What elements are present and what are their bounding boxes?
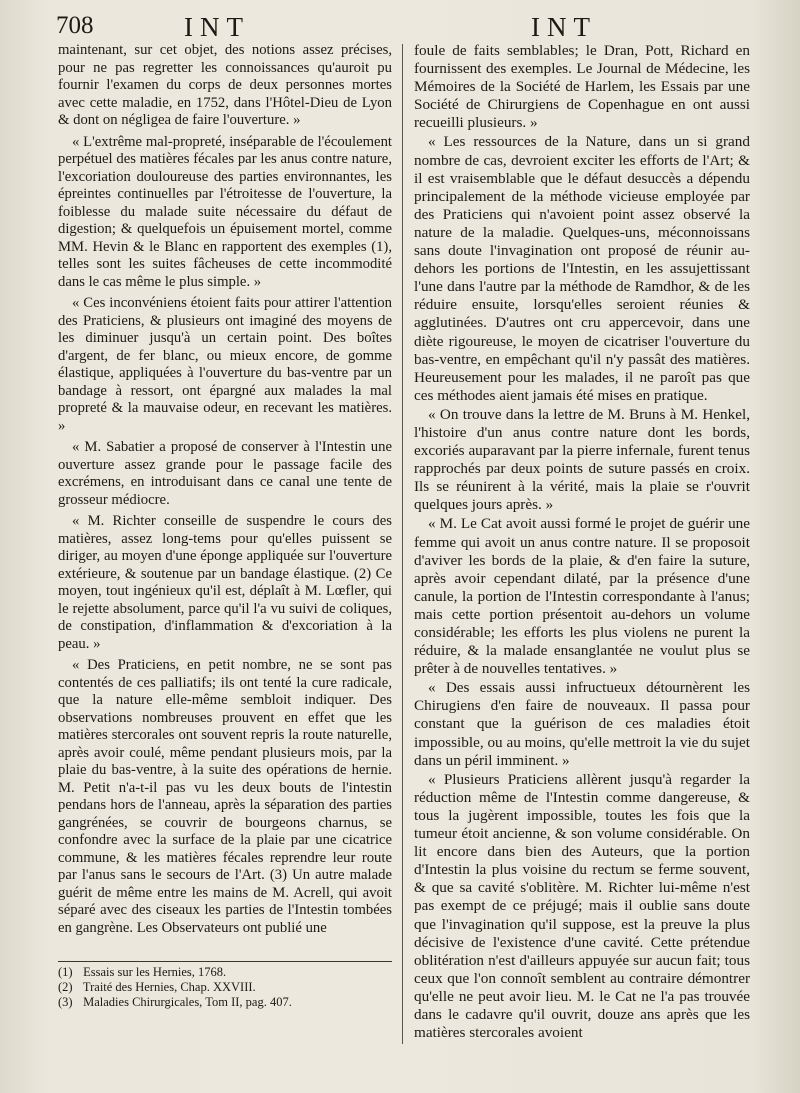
running-title-right: INT (531, 12, 597, 42)
paragraph: maintenant, sur cet objet, des notions assez précises, pour ne pas regretter les connoissances qu'auroit pu fournir l'examen du corps de deux personnes mortes avec cette maladie, en 1752, dans l'Hôtel-Dieu de Lyon & dont on négligea de faire l'ouverture. » (58, 42, 392, 128)
paragraph: « Des essais aussi infructueux détournèrent les Chirugiens d'en faire de nouveaux. Il passa pour constant que la guérison de ces maladies étoit impossible, ou au moins, qu'elle mettroit la vie du sujet dans un péril imminent. » (414, 679, 750, 769)
footnote-text: Traité des Hernies, Chap. XXVIII. (82, 980, 256, 994)
footnote (58, 965, 392, 980)
running-title-left: INT (184, 12, 250, 42)
footnote (58, 980, 392, 995)
right-column (414, 42, 750, 1043)
paragraph: « M. Sabatier a proposé de conserver à l'Intestin une ouverture assez grande pour le passage facile des excrémens, en introduisant dans ce canal une tente de grosseur médiocre. (58, 439, 392, 508)
paragraph: foule de faits semblables; le Dran, Pott, Richard en fournissent des exemples. Le Journal de Médecine, les Mémoires de la Société de Harlem, les Essais par une Société de Chirurgiens de Copenhague en ont aussi recueilli plusieurs. » (414, 42, 750, 132)
running-head (56, 12, 756, 44)
paragraph: « Plusieurs Praticiens allèrent jusqu'à regarder la réduction même de l'Intestin comme dangereuse, & tous la jugèrent impossible, toutes les fois que la tumeur étoit ancienne, & son volume considérable. On lit encore dans bien des Auteurs, que la portion d'Intestin la plus voisine du rectum se ferme souvent, & que sa cavité s'oblitère. M. Richter lui-même n'est pas exempt de ce préjugé; mais il oublie sans doute que l'invagination qu'il suppose, est la preuve la plus décisive de l'existence d'une cavité. Cette prétendue oblitération n'est d'ailleurs appuyée sur aucun fait; tous ceux que l'on connoît semblent au contraire démontrer qu'elle ne peut avoir lieu. M. le Cat ne l'a pas trouvée dans le cadavre qu'il ouvrit, douze ans après que les matières stercorales avoient (414, 770, 750, 1042)
footnote-mark: (3) (58, 995, 73, 1009)
paragraph: « Ces inconvéniens étoient faits pour attirer l'attention des Praticiens, & plusieurs ont imaginé des moyens de les diminuer jusqu'à un certain point. Des boîtes d'argent, de fer blanc, ou mieux encore, de gomme élastique, appliquées à l'ouverture du bas-ventre par un bandage à ressort, ont épargné aux malades la mal propreté & la mauvaise odeur, en recevant les matières. » (58, 295, 392, 434)
left-column (58, 42, 392, 941)
footnote-text: Maladies Chirurgicales, Tom II, pag. 407. (83, 995, 292, 1009)
paragraph: « On trouve dans la lettre de M. Bruns à M. Henkel, l'histoire d'un anus contre nature dont les bords, excoriés auparavant par la pierre infernale, furent tenus rapprochés par deux points de suture passés en croix. Ils se réunirent à la vérité, mais la plaie se r'ouvrit quelques jours après. » (414, 405, 750, 514)
column-divider (402, 44, 403, 1044)
footnote-mark: (1) (58, 965, 73, 979)
paragraph: « M. Richter conseille de suspendre le cours des matières, assez long-tems pour qu'elles puissent se diriger, au moyen d'une éponge appliquée sur l'ouverture extérieure, & soutenue par un bandage élastique. (2) Ce moyen, tout ingénieux qu'il est, déplaît à M. Lœfler, qui le rejette absolument, parce qu'il l'a vu suivi de coliques, de constipation, d'inflammation & d'excoriation à la peau. » (58, 513, 392, 652)
paragraph: « Des Praticiens, en petit nombre, ne se sont pas contentés de ces palliatifs; ils ont tenté la cure radicale, que la nature elle-même sembloit indiquer. Des observations nombreuses prouvent en effet que les matières stercorales ont souvent repris la route naturelle, après avoir coulé, même pendant plusieurs mois, par la plaie du bas-ventre, à la suite des opérations de hernie. M. Petit n'a-t-il pas vu les deux bouts de l'intestin pendans hors de l'anneau, après la séparation des parties gangrénées, se couvrir de bourgeons charnus, se confondre avec la surface de la plaie par une cicatrice commune, & les matières fécales reprendre leur route par l'anus sans le secours de l'Art. (3) Un autre malade guérit de même entre les mains de M. Acrell, qui avoit séparé avec des ciseaux les parties de l'Intestin tombées en gangrène. Les Observateurs ont publié une (58, 657, 392, 936)
paragraph: « M. Le Cat avoit aussi formé le projet de guérir une femme qui avoit un anus contre nature. Il se proposoit d'aviver les bords de la plaie, & d'en faire la suture, après avoir cependant dilaté, par la présence d'une canule, la portion de l'Intestin correspondante à l'anus; mais cette portion présentoit au-dehors un volume considérable; les efforts les plus violens ne purent la réduire, & la malade ensanglantée ne voulut plus se prêter à de nouvelles tentatives. » (414, 515, 750, 678)
footnote-rule (58, 961, 392, 962)
footnote (58, 995, 392, 1010)
footnote-mark: (2) (58, 980, 73, 994)
paragraph: « L'extrême mal-propreté, inséparable de l'écoulement perpétuel des matières fécales par les anus contre nature, l'excoriation douloureuse des parties environnantes, les épreintes continuelles par l'étroitesse de l'ouverture, la foiblesse du malade suite nécessaire du défaut de digestion; & quelquefois un épuisement mortel, comme MM. Hevin & le Blanc en rapportent des exemples (1), telles sont les suites fâcheuses de cette incommodité dans le cas même le plus simple. » (58, 133, 392, 290)
paragraph: « Les ressources de la Nature, dans un si grand nombre de cas, devroient exciter les efforts de l'Art; & il est vraisemblable que le défaut desuccès a dépendu principalement de la méthode vicieuse employée par des Praticiens qui n'avoient point assez observé la nature de la maladie. Quelques-uns, méconnoissans sans doute l'invagination ont proposé de réunir au-dehors les portions de l'Intestin, en les assujettissant l'une dans l'autre par la méthode de Ramdhor, & de les réduire ensuite, lorsqu'elles seroient réunies & agglutinées. D'autres ont cru appercevoir, dans une diète rigoureuse, le moyen de cicatriser l'ouverture du bas-ventre, en empêchant qu'il n'y passât des matières. Heureusement pour les malades, il ne paroît pas que ces méthodes aient jamais été mises en pratique. (414, 133, 750, 404)
page-number: 708 (56, 12, 94, 39)
footnotes (58, 965, 392, 1010)
footnote-text: Essais sur les Hernies, 1768. (83, 965, 227, 979)
